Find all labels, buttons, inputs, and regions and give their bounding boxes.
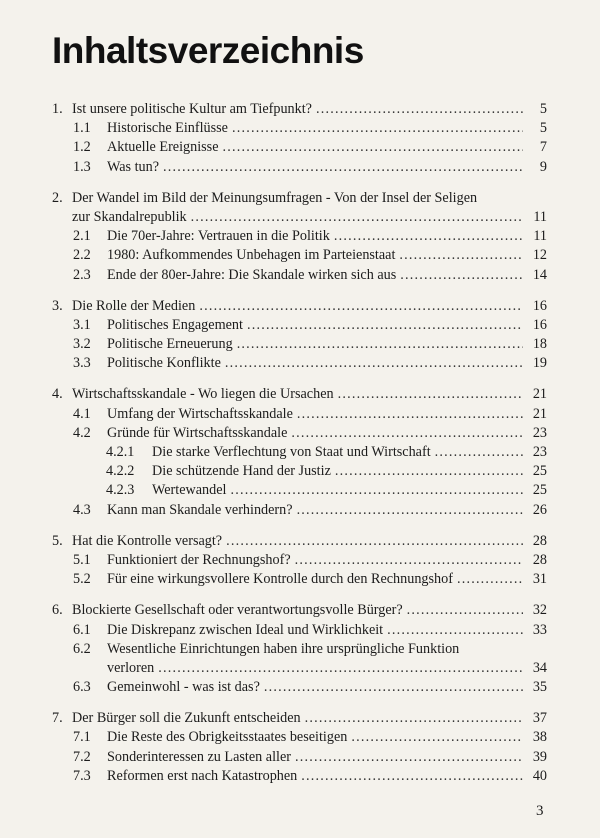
toc-entry-title: Reformen erst nach Katastrophen [107, 767, 298, 784]
dot-leader [199, 297, 523, 316]
toc-entry-3-1 [52, 316, 547, 335]
toc-entry-6-3 [52, 678, 547, 697]
toc-entry-number: 7. [52, 710, 63, 727]
dot-leader [232, 119, 523, 138]
toc-entry-number: 4.2 [73, 424, 91, 441]
toc-entry-title: Hat die Kontrolle versagt? [72, 532, 223, 549]
dot-leader [230, 481, 523, 500]
toc-entry-number: 7.3 [73, 767, 91, 784]
toc-entry-title: Blockierte Gesellschaft oder verantwortungsvolle Bürger? [72, 602, 403, 619]
toc-entry-4-2-2 [52, 462, 547, 481]
toc-entry-2-3 [52, 266, 547, 285]
toc-entry-page: 33 [532, 621, 547, 638]
toc-entry-page: 37 [532, 710, 547, 727]
toc-entry-title: 1980: Aufkommendes Unbehagen im Parteienstaat [107, 247, 396, 264]
toc-entry-page: 19 [532, 355, 547, 372]
toc-entry-number: 5.1 [73, 551, 91, 568]
toc-entry-number: 6.3 [73, 679, 91, 696]
toc-entry-title: Die Rolle der Medien [72, 297, 196, 314]
toc-entry-title: Für eine wirkungsvollere Kontrolle durch den Rechnungshof [107, 571, 453, 588]
toc-entry-number: 5. [52, 532, 63, 549]
toc-entry-number: 3. [52, 297, 63, 314]
dot-leader [400, 266, 523, 285]
toc-entry-number: 2.1 [73, 228, 91, 245]
dot-leader [158, 659, 523, 678]
toc-entry-7-3 [52, 767, 547, 786]
toc-entry-page: 23 [532, 424, 547, 441]
toc-entry-title: Gründe für Wirtschaftsskandale [107, 424, 288, 441]
toc-entry-page: 28 [532, 551, 547, 568]
dot-leader [297, 405, 523, 424]
dot-leader [407, 601, 523, 620]
toc-entry-number: 4.2.3 [106, 482, 135, 499]
toc-entry-5 [52, 532, 547, 551]
toc-entry-3-2 [52, 335, 547, 354]
toc-entry-title: zur Skandalrepublik [72, 208, 187, 225]
dot-leader [295, 748, 523, 767]
toc-entry-number: 4.1 [73, 405, 91, 422]
dot-leader [435, 443, 523, 462]
toc-entry-4-1 [52, 405, 547, 424]
toc-entry-number: 3.1 [73, 316, 91, 333]
toc-entry-7 [52, 709, 547, 728]
toc-entry-title: Politische Erneuerung [107, 336, 233, 353]
toc-entry-number: 1.1 [73, 120, 91, 137]
toc-entry-6-2-line1 [52, 640, 547, 659]
toc-entry-title: Politische Konflikte [107, 355, 221, 372]
dot-leader [163, 158, 523, 177]
toc-entry-number: 6. [52, 602, 63, 619]
toc-entry-2 [52, 208, 547, 227]
toc-entry-6-1 [52, 621, 547, 640]
toc-entry-1-3 [52, 158, 547, 177]
toc-entry-1 [52, 100, 547, 119]
toc-entry-4-2-3 [52, 481, 547, 500]
toc-entry-page: 16 [532, 316, 547, 333]
dot-leader [316, 100, 523, 119]
toc-entry-title: Die starke Verflechtung von Staat und Wirtschaft [152, 444, 431, 460]
toc-entry-title-line1: Wesentliche Einrichtungen haben ihre ursprüngliche Funktion [107, 640, 460, 657]
toc-entry-5-2 [52, 570, 547, 589]
dot-leader [305, 709, 523, 728]
toc-entry-title: Politisches Engagement [107, 316, 243, 333]
toc-entry-2-line1 [52, 189, 547, 208]
toc-entry-page: 25 [532, 482, 547, 499]
toc-entry-page: 40 [532, 767, 547, 784]
toc-entry-3-3 [52, 354, 547, 373]
toc-entry-title: Der Bürger soll die Zukunft entscheiden [72, 710, 301, 727]
dot-leader [225, 354, 523, 373]
toc-entry-page: 16 [532, 297, 547, 314]
dot-leader [297, 501, 523, 520]
toc-entry-page: 12 [532, 247, 547, 264]
toc-entry-2-2 [52, 246, 547, 265]
toc-entry-title: verloren [107, 659, 155, 676]
dot-leader [387, 621, 523, 640]
toc-entry-number: 7.1 [73, 729, 91, 746]
dot-leader [223, 138, 524, 157]
toc-entry-title: Funktioniert der Rechnungshof? [107, 551, 291, 568]
toc-entry-4-2-1 [52, 443, 547, 462]
toc-entry-page: 9 [539, 158, 547, 175]
toc-entry-page: 31 [532, 571, 547, 588]
toc-entry-page: 21 [532, 386, 547, 403]
dot-leader [301, 767, 523, 786]
dot-leader [335, 462, 523, 481]
toc-entry-number: 5.2 [73, 571, 91, 588]
page-number: 3 [536, 803, 544, 819]
toc-entry-page: 11 [533, 208, 547, 225]
toc-entry-title: Was tun? [107, 158, 160, 175]
toc-entry-page: 21 [532, 405, 547, 422]
toc-entry-number: 3.3 [73, 355, 91, 372]
toc-entry-number: 1.2 [73, 139, 91, 156]
toc-entry-number: 4. [52, 386, 63, 403]
toc-entry-title-line1: Der Wandel im Bild der Meinungsumfragen - Von der Insel der Seligen [72, 189, 478, 206]
dot-leader [399, 246, 523, 265]
toc-entry-page: 7 [539, 139, 547, 156]
toc-entry-title: Wirtschaftsskandale - Wo liegen die Ursachen [72, 386, 334, 403]
toc-entry-7-1 [52, 728, 547, 747]
toc-entry-page: 34 [532, 659, 547, 676]
toc-entry-2-1 [52, 227, 547, 246]
toc-entry-6-2 [52, 659, 547, 678]
toc-entry-title: Umfang der Wirtschaftsskandale [107, 405, 293, 422]
toc-entry-page: 26 [532, 501, 547, 518]
toc-entry-3 [52, 297, 547, 316]
toc-entry-page: 32 [532, 602, 547, 619]
toc-entry-number: 4.2.2 [106, 463, 135, 480]
toc-entry-number: 6.1 [73, 621, 91, 638]
toc-entry-title: Die Reste des Obrigkeitsstaates beseitigen [107, 729, 348, 746]
toc-entry-page: 11 [533, 228, 547, 245]
toc-entry-page: 5 [539, 101, 547, 117]
toc-entry-title: Die 70er-Jahre: Vertrauen in die Politik [107, 228, 330, 245]
toc-entry-title: Ende der 80er-Jahre: Die Skandale wirken sich aus [107, 266, 397, 283]
toc-entry-page: 14 [532, 266, 547, 283]
toc-entry-number: 7.2 [73, 748, 91, 765]
dot-leader [334, 227, 523, 246]
toc-entry-page: 38 [532, 729, 547, 746]
dot-leader [247, 316, 523, 335]
toc-entry-1-2 [52, 138, 547, 157]
toc-entry-title: Ist unsere politische Kultur am Tiefpunkt? [72, 101, 312, 117]
toc-entry-title: Historische Einflüsse [107, 120, 228, 137]
toc-entry-number: 2. [52, 189, 63, 206]
toc-entry-page: 18 [532, 336, 547, 353]
dot-leader [226, 532, 523, 551]
toc-entry-page: 23 [532, 444, 547, 460]
toc-entry-title: Sonderinteressen zu Lasten aller [107, 748, 291, 765]
toc-entry-number: 2.2 [73, 247, 91, 264]
dot-leader [291, 424, 523, 443]
toc-entry-number: 3.2 [73, 336, 91, 353]
table-of-contents [52, 100, 547, 786]
toc-entry-title: Die schützende Hand der Justiz [152, 463, 331, 480]
toc-entry-page: 39 [532, 748, 547, 765]
toc-entry-4-3 [52, 501, 547, 520]
dot-leader [237, 335, 523, 354]
dot-leader [338, 385, 523, 404]
toc-entry-title: Die Diskrepanz zwischen Ideal und Wirklichkeit [107, 621, 384, 638]
toc-entry-number: 4.2.1 [106, 444, 135, 460]
toc-entry-title: Wertewandel [152, 482, 227, 499]
toc-entry-title: Gemeinwohl - was ist das? [107, 679, 260, 696]
dot-leader [351, 728, 523, 747]
toc-entry-title: Kann man Skandale verhindern? [107, 501, 293, 518]
toc-entry-page: 25 [532, 463, 547, 480]
toc-entry-title: Aktuelle Ereignisse [107, 139, 219, 156]
toc-entry-page: 28 [532, 532, 547, 549]
dot-leader [264, 678, 523, 697]
dot-leader [191, 208, 523, 227]
toc-entry-number: 1. [52, 101, 63, 117]
toc-entry-page: 5 [539, 120, 547, 137]
toc-entry-6 [52, 601, 547, 620]
toc-entry-1-1 [52, 119, 547, 138]
toc-entry-page: 35 [532, 679, 547, 696]
toc-entry-number: 2.3 [73, 266, 91, 283]
toc-entry-4-2 [52, 424, 547, 443]
toc-entry-4 [52, 385, 547, 404]
toc-entry-number: 4.3 [73, 501, 91, 518]
toc-entry-number: 6.2 [73, 640, 91, 657]
toc-entry-5-1 [52, 551, 547, 570]
toc-entry-number: 1.3 [73, 158, 91, 175]
page-title: Inhaltsverzeichnis [52, 30, 364, 71]
dot-leader [457, 570, 523, 589]
toc-entry-7-2 [52, 748, 547, 767]
dot-leader [295, 551, 523, 570]
